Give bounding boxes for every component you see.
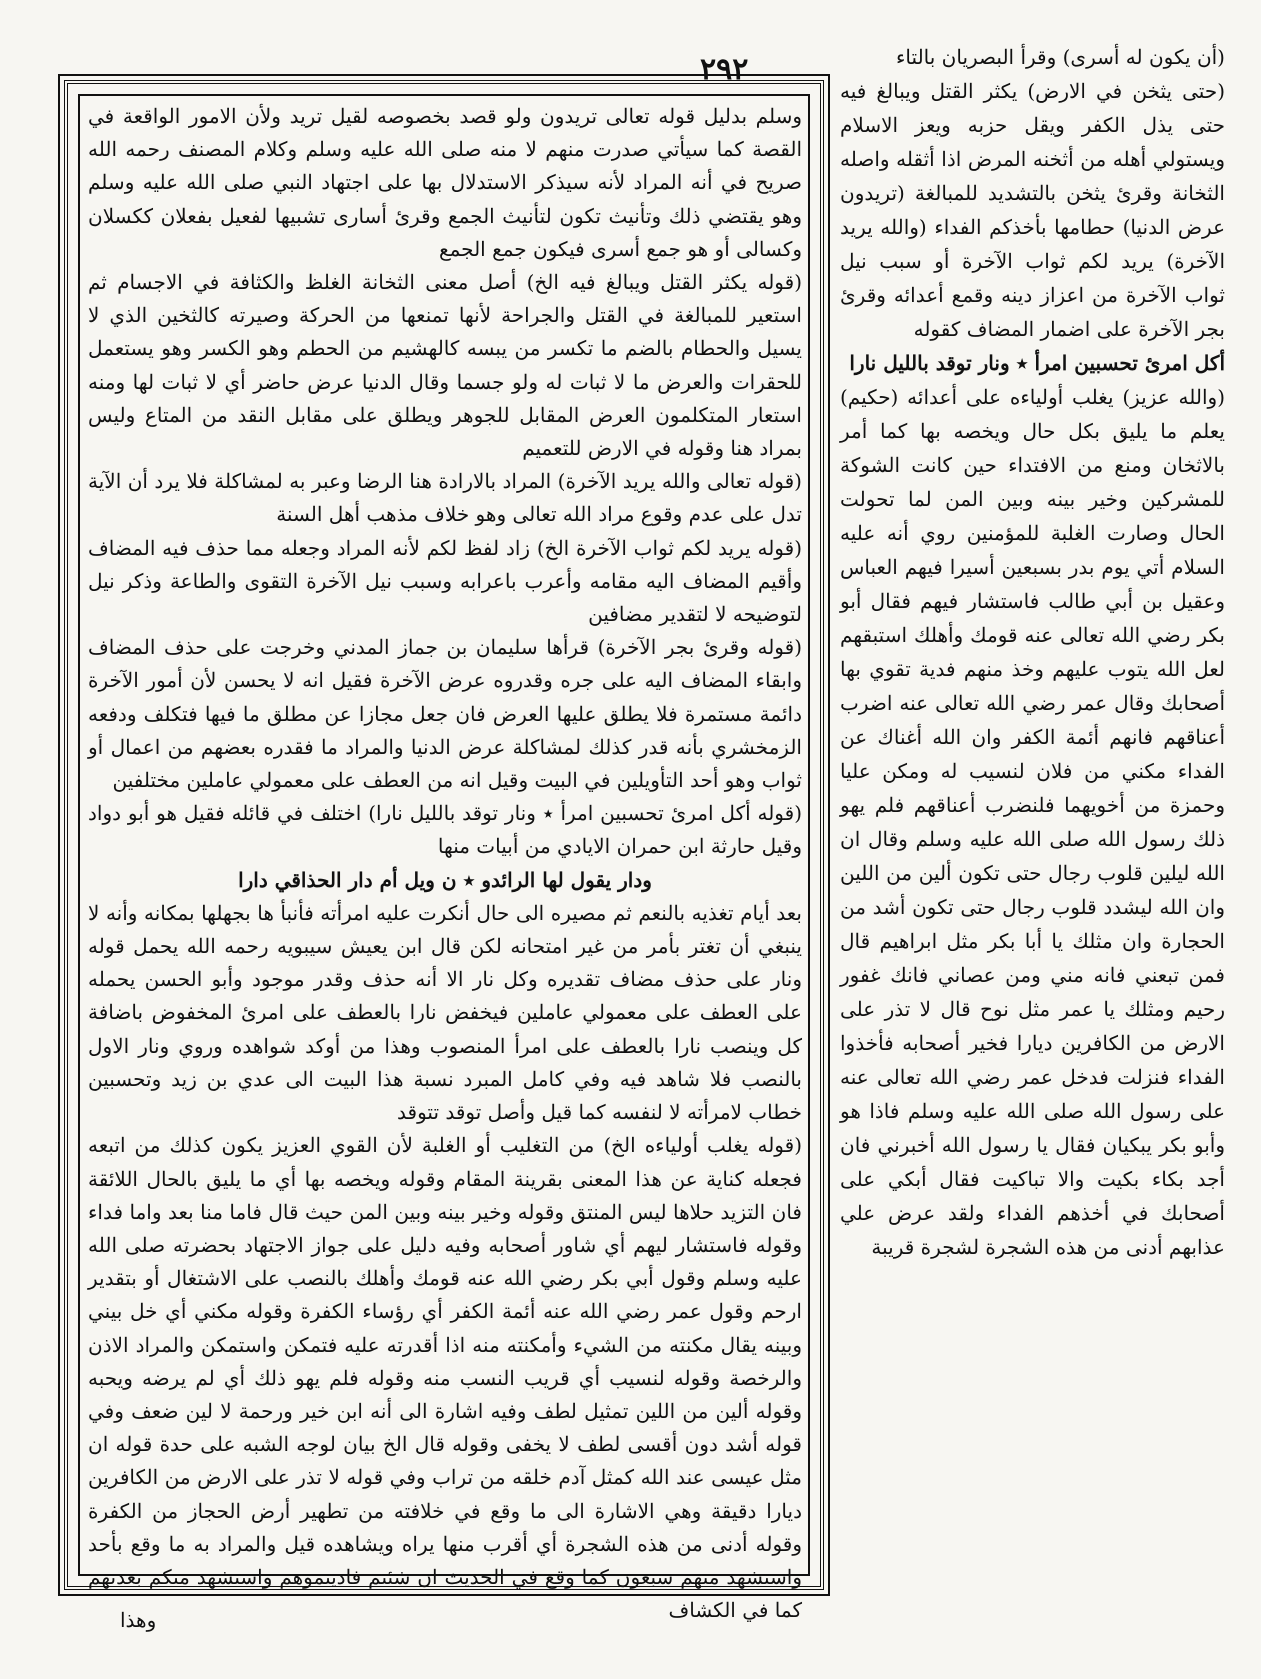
main-text-paragraph: (والله عزيز) يغلب أولياءه على أعدائه (حكيم) يعلم ما يليق بكل حال ويخصه بها كما أمر بالاثخان ومنع من الافتداء حين كانت الشوكة للمشركين وخير بينه وبين المن لما تحولت الحال وصارت الغلبة للمؤمنين روي أنه عليه السلام أتي يوم بدر بسبعين أسيرا فيهم العباس وعقيل بن أبي طالب فاستشار فيهم فقال أبو بكر رضي الله تعالى عنه قومك وأهلك استبقهم لعل الله يتوب عليهم وخذ منهم فدية تقوي بها أصحابك وقال عمر رضي الله تعالى عنه اضرب أعناقهم فانهم أئمة الكفر وان الله أغناك عن الفداء مكني من فلان لنسيب له ومكن عليا وحمزة من أخويهما فلنضرب أعناقهم فلم يهو ذلك رسول الله صلى الله عليه وسلم وقال ان الله ليلين قلوب رجال حتى تكون ألين من اللين وان الله ليشدد قلوب رجال حتى تكون أشد من الحجارة وان مثلك يا أبا بكر مثل ابراهيم قال فمن تبعني فانه مني ومن عصاني فانك غفور رحيم ومثلك يا عمر مثل نوح قال لا تذر على الارض من الكافرين ديارا فخير أصحابه فأخذوا الفداء فنزلت فدخل عمر رضي الله تعالى عنه على رسول الله صلى الله عليه وسلم فاذا هو وأبو بكر يبكيان فقال يا رسول الله أخبرني فان أجد بكاء بكيت والا تباكيت فقال أبكي على أصحابك في أخذهم الفداء ولقد عرض علي عذابهم أدنى من هذه الشجرة لشجرة قريبة: [840, 385, 1225, 1259]
commentary-paragraph: (قوله وقرئ بجر الآخرة) قرأها سليمان بن جماز المدني وخرجت على حذف المضاف وابقاء المضاف اليه على جره وقدروه عرض الآخرة فقيل انه لا يحسن لأن أمور الآخرة دائمة مستمرة فلا يطلق عليها العرض فان جعل مجازا عن مطلق ما فيها فتكلف ودفعه الزمخشري بأنه قدر كذلك لمشاكلة عرض الدنيا والمراد ما فقدره بعضهم من اعمال أو ثواب وهو أحد التأويلين في البيت وقيل انه من العطف على معمولي عاملين مختلفين: [88, 635, 802, 793]
main-text-column: [840, 40, 1225, 1600]
commentary-paragraph: (قوله يريد لكم ثواب الآخرة الخ) زاد لفظ لكم لأنه المراد وجعله مما حذف فيه المضاف وأقيم المضاف اليه مقامه وأعرب باعرابه وسبب نيل الآخرة التقوى والطاعة وذكر نيل لتوضيحه لا لتقدير مضافين: [88, 535, 802, 627]
commentary-column: [88, 100, 803, 1623]
poetry-verse: ودار يقول لها الرائدو ٭ ن ويل أم دار الحذاقي دارا: [238, 867, 652, 892]
poetry-verse: أكل امرئ تحسبين امرأ ٭ ونار توقد بالليل نارا: [849, 351, 1225, 375]
commentary-paragraph: (قوله يغلب أولياءه الخ) من التغليب أو الغلبة لأن القوي العزيز يكون كذلك من اتبعه فجعله كناية عن هذا المعنى بقرينة المقام وقوله ويخصه بها أي ما يليق بالحال اللائقة فان التزيد حلاها ليس المنتق وقوله وخير بينه وبين المن حيث قال فاما منا بعد واما فداء وقوله فاستشار ليهم أي شاور أصحابه وفيه دليل على جواز الاجتهاد بحضرته صلى الله عليه وسلم وقول أبي بكر رضي الله عنه قومك وأهلك بالنصب على الاشتغال أو بتقدير ارحم وقول عمر رضي الله عنه أئمة الكفر أي رؤساء الكفرة وقوله مكني أي خل بيني وبينه يقال مكنته من الشيء وأمكنته منه اذا أقدرته عليه فتمكن واستمكن والمراد الاذن والرخصة وقوله لنسيب أي قريب النسب منه وقوله فلم يهو ذلك أي لم يرضه ويحبه وقوله ألين من اللين تمثيل لطف وفيه اشارة الى أنه ابن خير ورحمة لا لين ضعف وفي قوله أشد دون أقسى لطف لا يخفى وقوله قال الخ بيان لوجه الشبه على حدة قوله ان مثل عيسى عند الله كمثل آدم خلقه من تراب وفي قوله لا تذر على الارض من الكافرين ديارا دقيقة وهي الاشارة الى ما وقع في خلافته من تطهير أرض الحجاز من الكفرة وقوله أدنى من هذه الشجرة أي أقرب منها يراه ويشاهده قيل والمراد به ما وقع بأحد واستشهد منهم سبعون كما وقع في الحديث ان شئتم فاديتموهم واستشهد منكم بعدتهم كما في الكشاف: [88, 1133, 802, 1623]
main-text-paragraph: (أن يكون له أسرى) وقرأ البصريان بالتاء: [896, 45, 1225, 69]
commentary-paragraph: (قوله تعالى والله يريد الآخرة) المراد بالارادة هنا الرضا وعبر به لمشاكلة فلا يرد أن الآية تدل على عدم وقوع مراد الله تعالى وهو خلاف مذهب أهل السنة: [88, 469, 802, 527]
catchword: وهذا: [120, 1608, 157, 1632]
commentary-paragraph: بعد أيام تغذيه بالنعم ثم مصيره الى حال أنكرت عليه امرأته فأنبأ ها بجهلها بمكانه وأنه لا ينبغي أن تغتر بأمر من غير امتحانه لكن قال ابن يعيش سيبويه رحمه الله يحمل قوله ونار على حذف مضاف تقديره وكل نار الا أنه حذف وقدر موجود وأبو الحسن يحمله على العطف على معمولي عاملين فيخفض نارا بالعطف على امرئ المخفوض باضافة كل وينصب نارا بالعطف على امرأ المنصوب وهذا من أوكد شواهده وروي ونار الاول بالنصب فلا شاهد فيه وفي كامل المبرد نسبة هذا البيت الى عدي بن زيد وتحسبين خطاب لامرأته لا لنفسه كما قيل وأصل توقد تتوقد: [88, 900, 802, 1125]
main-text-paragraph: (حتى يثخن في الارض) يكثر القتل ويبالغ فيه حتى يذل الكفر ويقل حزبه ويعز الاسلام ويستولي أهله من أثخنه المرض اذا أثقله واصله الثخانة وقرئ يثخن بالتشديد للمبالغة (تريدون عرض الدنيا) حطامها بأخذكم الفداء (والله يريد الآخرة) يريد لكم ثواب الآخرة أو سبب نيل ثواب الآخرة من اعزاز دينه وقمع أعدائه وقرئ بجر الآخرة على اضمار المضاف كقوله: [840, 79, 1225, 341]
page-number: ٢٩٢: [700, 52, 749, 87]
commentary-paragraph: (قوله أكل امرئ تحسبين امرأ ٭ ونار توقد بالليل نارا) اختلف في قائله فقيل هو أبو دواد وقيل حارثة ابن حمران الايادي من أبيات منها: [88, 801, 802, 859]
commentary-paragraph: (قوله يكثر القتل ويبالغ فيه الخ) أصل معنى الثخانة الغلظ والكثافة في الاجسام ثم استعير للمبالغة في القتل والجراحة لأنها تمنعها من الحركة وصيرته كالثخين الذي لا يسيل والحطام بالضم ما تكسر من يبسه كالهشيم من الحطم وهو الكسر وهو يستعمل للحقرات والعرض ما لا ثبات له ولو جسما وقال الدنيا عرض حاضر أي لا ثبات لها ومنه استعار المتكلمون العرض المقابل للجوهر ويطلق على مقابل النقد من المتاع وليس بمراد هنا وقوله في الارض للتعميم: [88, 270, 803, 461]
commentary-paragraph: وسلم بدليل قوله تعالى تريدون ولو قصد بخصوصه لقيل تريد ولأن الامور الواقعة في القصة كما سيأتي صدرت منهم لا منه صلى الله عليه وسلم وكلام المصنف رحمه الله صريح في أنه المراد لأنه سيذكر الاستدلال بها على اجتهاد النبي صلى الله عليه وسلم وهو يقتضي ذلك وتأنيث تكون لتأنيث الجمع وقرئ أسارى تشبيها لفعيل بفعلان ككسلان وكسالى أو هو جمع أسرى فيكون جمع الجمع: [88, 104, 802, 261]
